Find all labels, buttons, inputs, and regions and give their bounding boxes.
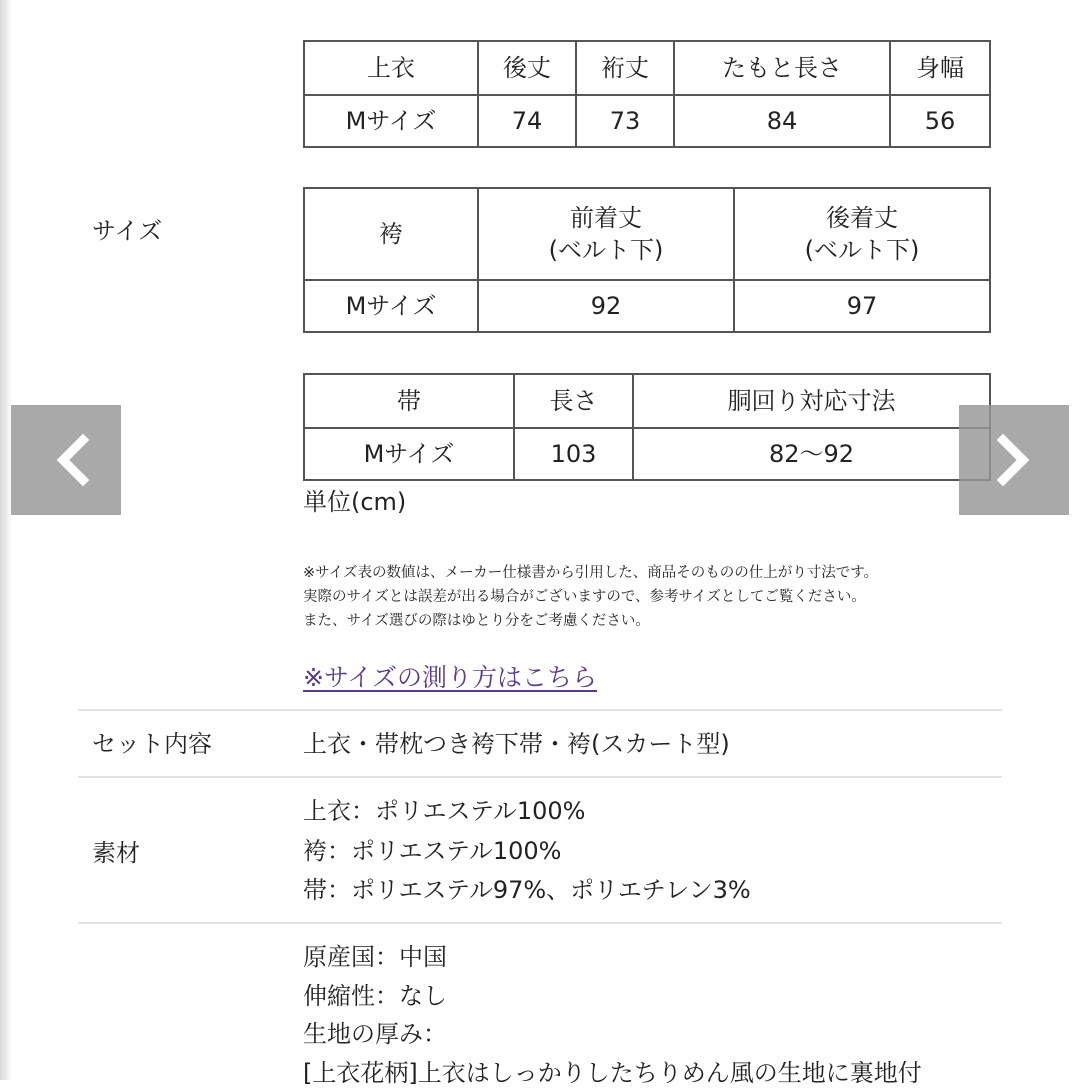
table-cell: 84 bbox=[674, 95, 890, 147]
table-cell: 74 bbox=[478, 95, 576, 147]
table-header-cell bbox=[734, 188, 990, 280]
table-header-cell: 長さ bbox=[514, 374, 633, 428]
material-line: 上衣：ポリエステル100% bbox=[303, 797, 586, 825]
chevron-left-icon bbox=[11, 405, 121, 515]
table-header-cell: 胴回り対応寸法 bbox=[633, 374, 990, 428]
table-header-cell: 上衣 bbox=[304, 41, 478, 95]
obi-size-table bbox=[303, 373, 991, 481]
divider bbox=[78, 776, 1002, 778]
detail-line: 伸縮性：なし bbox=[303, 982, 447, 1010]
carousel-prev-button[interactable] bbox=[11, 405, 121, 515]
unit-label: 単位(cm) bbox=[303, 488, 407, 516]
size-notes bbox=[303, 561, 878, 633]
table-cell: Mサイズ bbox=[304, 428, 514, 480]
set-contents-label: セット内容 bbox=[92, 730, 212, 758]
divider bbox=[78, 709, 1002, 711]
table-cell: Mサイズ bbox=[304, 280, 478, 332]
set-contents-value: 上衣・帯枕つき袴下帯・袴(スカート型) bbox=[303, 730, 730, 758]
carousel-next-button[interactable] bbox=[959, 405, 1069, 515]
detail-line: 原産国：中国 bbox=[303, 943, 447, 971]
table-cell: 97 bbox=[734, 280, 990, 332]
table-cell: Mサイズ bbox=[304, 95, 478, 147]
material-line: 袴：ポリエステル100% bbox=[303, 837, 562, 865]
table-header-cell: 帯 bbox=[304, 374, 514, 428]
table-cell: 73 bbox=[576, 95, 674, 147]
material-line: 帯：ポリエステル97%、ポリエチレン3% bbox=[303, 876, 751, 904]
detail-line: 生地の厚み： bbox=[303, 1020, 447, 1048]
material-label: 素材 bbox=[92, 839, 140, 867]
header-sub-text: (ベルト下) bbox=[804, 236, 920, 264]
size-label: サイズ bbox=[92, 217, 163, 245]
note-line: ※サイズ表の数値は、メーカー仕様書から引用した、商品そのものの仕上がり寸法です。 bbox=[303, 565, 879, 581]
table-header-cell bbox=[478, 188, 734, 280]
table-header-cell: 裄丈 bbox=[576, 41, 674, 95]
table-cell: 56 bbox=[890, 95, 990, 147]
header-main-text: 前着丈 bbox=[570, 203, 642, 232]
table-cell: 82〜92 bbox=[633, 428, 990, 480]
table-header-cell: 後丈 bbox=[478, 41, 576, 95]
jacket-size-table bbox=[303, 40, 991, 148]
table-cell: 103 bbox=[514, 428, 633, 480]
note-line: 実際のサイズとは誤差が出る場合がございますので、参考サイズとしてご覧ください。 bbox=[303, 589, 866, 605]
size-measure-link[interactable]: ※サイズの測り方はこちら bbox=[303, 663, 597, 692]
page-edge-shadow bbox=[0, 0, 12, 1080]
note-line: また、サイズ選びの際はゆとり分をご考慮ください。 bbox=[303, 613, 650, 629]
header-main-text: 後着丈 bbox=[826, 203, 898, 232]
header-sub-text: (ベルト下) bbox=[548, 236, 664, 264]
table-header-cell: 袴 bbox=[304, 188, 478, 280]
hakama-size-table bbox=[303, 187, 991, 333]
detail-line: [上衣花柄]上衣はしっかりしたちりめん風の生地に裏地付 bbox=[303, 1059, 922, 1087]
chevron-right-icon bbox=[959, 405, 1069, 515]
table-header-cell: たもと長さ bbox=[674, 41, 890, 95]
table-header-cell: 身幅 bbox=[890, 41, 990, 95]
divider bbox=[78, 922, 1002, 924]
table-cell: 92 bbox=[478, 280, 734, 332]
